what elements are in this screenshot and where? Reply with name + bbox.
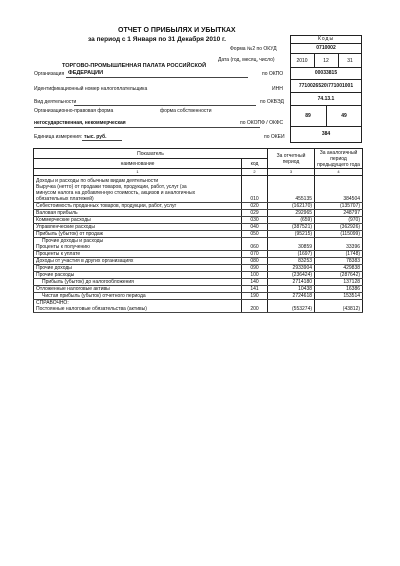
row-code: 040 (242, 224, 268, 231)
okpo-code: 00033815 (314, 70, 338, 76)
row-previous-value: 78383 (315, 258, 363, 265)
row-current-value: 30859 (268, 244, 315, 251)
row-previous-value: (135707) (315, 203, 363, 210)
report-period: за период с 1 Января по 31 Декабря 2010 г. (88, 36, 226, 43)
row-code: 010 (242, 196, 268, 203)
row-previous-value: (287642) (315, 272, 363, 279)
row-current-value: 2933904 (268, 265, 315, 272)
row-code: 190 (242, 293, 268, 300)
row-previous-value (315, 176, 363, 185)
inn-text: Идентификационный номер налогоплательщика (34, 86, 148, 92)
row-previous-value: 16386 (315, 286, 363, 293)
col-num-2: 2 (242, 169, 268, 176)
row-name: Проценты к уплате (34, 251, 242, 258)
row-current-value: (553274) (268, 306, 315, 313)
row-name: Прочие доходы и расходы (34, 238, 242, 245)
row-name: Отложенные налоговые активы (34, 286, 242, 293)
okved-label: по ОКВЭД (260, 99, 284, 105)
col-num-4: 4 (315, 169, 363, 176)
table-row (34, 224, 363, 231)
table-row (34, 265, 363, 272)
org-name-line2: ФЕДЕРАЦИИ (68, 70, 104, 76)
date-year: 2010 (296, 58, 308, 64)
date-day: 31 (347, 58, 353, 64)
table-row (34, 217, 363, 224)
row-code: 070 (242, 251, 268, 258)
unit-value: тыс. руб. (84, 134, 107, 140)
row-name: Прочие расходы (34, 272, 242, 279)
okopf-label: по ОКОПФ / ОКФС (240, 120, 284, 126)
row-current-value: (162170) (268, 203, 315, 210)
table-row (34, 210, 363, 217)
form-code: 0710002 (316, 45, 336, 51)
row-name: Прибыль (убыток) от продаж (34, 231, 242, 238)
okopf-code: 89 (305, 113, 311, 119)
org-name-line1: ТОРГОВО-ПРОМЫШЛЕННАЯ ПАЛАТА РОССИЙСКОЙ (62, 63, 207, 69)
row-name: Постоянные налоговые обязательства (активы) (34, 306, 242, 313)
row-current-value: (1697) (268, 251, 315, 258)
table-row (34, 279, 363, 286)
row-name: Себестоимость проданных товаров, продукции, работ, услуг (34, 203, 242, 210)
row-previous-value: 153514 (315, 293, 363, 300)
table-body (34, 176, 363, 313)
table-row (34, 286, 363, 293)
row-code: 090 (242, 265, 268, 272)
row-previous-value: 248797 (315, 210, 363, 217)
row-previous-value: (43812) (315, 306, 363, 313)
row-current-value: 455135 (268, 196, 315, 203)
date-label: Дата (год, месяц, число) (218, 57, 275, 63)
row-current-value: 2724618 (268, 293, 315, 300)
inn-code: 7710026520\771001001 (298, 83, 354, 89)
col-name-header: наименование (34, 159, 242, 169)
activity-label: Вид деятельности (34, 99, 77, 105)
row-name: Выручка (нетто) от продажи товаров, продукции, работ, услуг (за (34, 184, 242, 190)
row-code: 029 (242, 210, 268, 217)
row-code: 030 (242, 217, 268, 224)
row-previous-value: 429838 (315, 265, 363, 272)
row-name: Доходы и расходы по обычным видам деятельности (34, 176, 242, 185)
row-code: 050 (242, 231, 268, 238)
col-current-header: За отчетный период (268, 149, 315, 169)
okfs-code: 49 (341, 113, 347, 119)
row-previous-value: 33396 (315, 244, 363, 251)
report-title: ОТЧЕТ О ПРИБЫЛЯХ И УБЫТКАХ (118, 27, 236, 34)
row-name: Доходы от участия в других организациях (34, 258, 242, 265)
col-previous-header: За аналогичный период предыдущего года (315, 149, 363, 169)
row-name: Управленческие расходы (34, 224, 242, 231)
row-code (242, 176, 268, 185)
form-label: Форма №2 по ОКУД (230, 46, 277, 52)
col-indicator-header: Показатель (34, 149, 268, 159)
row-code: 060 (242, 244, 268, 251)
table-row (34, 176, 363, 185)
legal-form-label: Организационно-правовая форма (34, 108, 114, 114)
col-code-header: код (242, 159, 268, 169)
row-current-value: 2714180 (268, 279, 315, 286)
okei-code: 384 (321, 131, 331, 137)
table-row (34, 258, 363, 265)
row-name: Прочие доходы (34, 265, 242, 272)
row-previous-value: (362926) (315, 224, 363, 231)
row-previous-value: (970) (315, 217, 363, 224)
table-row (34, 231, 363, 238)
col-num-1: 1 (34, 169, 242, 176)
row-current-value: (659) (268, 217, 315, 224)
table-row (34, 306, 363, 313)
row-name: Коммерческие расходы (34, 217, 242, 224)
unit-label: Единица измерения: (34, 134, 83, 140)
row-current-value: 292965 (268, 210, 315, 217)
table-row (34, 203, 363, 210)
row-code: 200 (242, 306, 268, 313)
row-name: Чистая прибыль (убыток) отчетного периода (34, 293, 242, 300)
date-month: 12 (323, 58, 329, 64)
row-previous-value: 384504 (315, 196, 363, 203)
row-current-value: (236424) (268, 272, 315, 279)
legal-form-value: негосударственная, некоммерческая (34, 120, 126, 126)
row-code: 140 (242, 279, 268, 286)
table-row (34, 251, 363, 258)
row-previous-value: (1748) (315, 251, 363, 258)
codes-header: Коды (317, 36, 335, 42)
income-statement-table (33, 148, 363, 313)
row-name: минусом налога на добавленную стоимость, акцизов и аналогичных (34, 190, 242, 196)
row-name: Проценты к получению (34, 244, 242, 251)
row-current-value: 83253 (268, 258, 315, 265)
row-current-value: (387521) (268, 224, 315, 231)
table-row (34, 272, 363, 279)
row-previous-value: 137128 (315, 279, 363, 286)
ownership-label: форма собственности (160, 108, 212, 114)
row-name: Прибыль (убыток) до налогообложения (34, 279, 242, 286)
row-code: 100 (242, 272, 268, 279)
okei-label: по ОКЕИ (264, 134, 285, 140)
okpo-label: по ОКПО (262, 71, 284, 77)
okved-code: 74.13.1 (317, 96, 335, 102)
col-num-3: 3 (268, 169, 315, 176)
row-current-value (268, 176, 315, 185)
row-previous-value: (115099) (315, 231, 363, 238)
row-name: СПРАВОЧНО: (34, 300, 242, 307)
row-code: 020 (242, 203, 268, 210)
org-label: Организация (34, 71, 65, 77)
inn-label: ИНН (272, 86, 283, 92)
table-row (34, 293, 363, 300)
row-code: 080 (242, 258, 268, 265)
row-current-value: 10438 (268, 286, 315, 293)
row-name: обязательных платежей) (34, 196, 242, 203)
row-current-value: (95215) (268, 231, 315, 238)
row-code: 141 (242, 286, 268, 293)
row-name: Валовая прибыль (34, 210, 242, 217)
